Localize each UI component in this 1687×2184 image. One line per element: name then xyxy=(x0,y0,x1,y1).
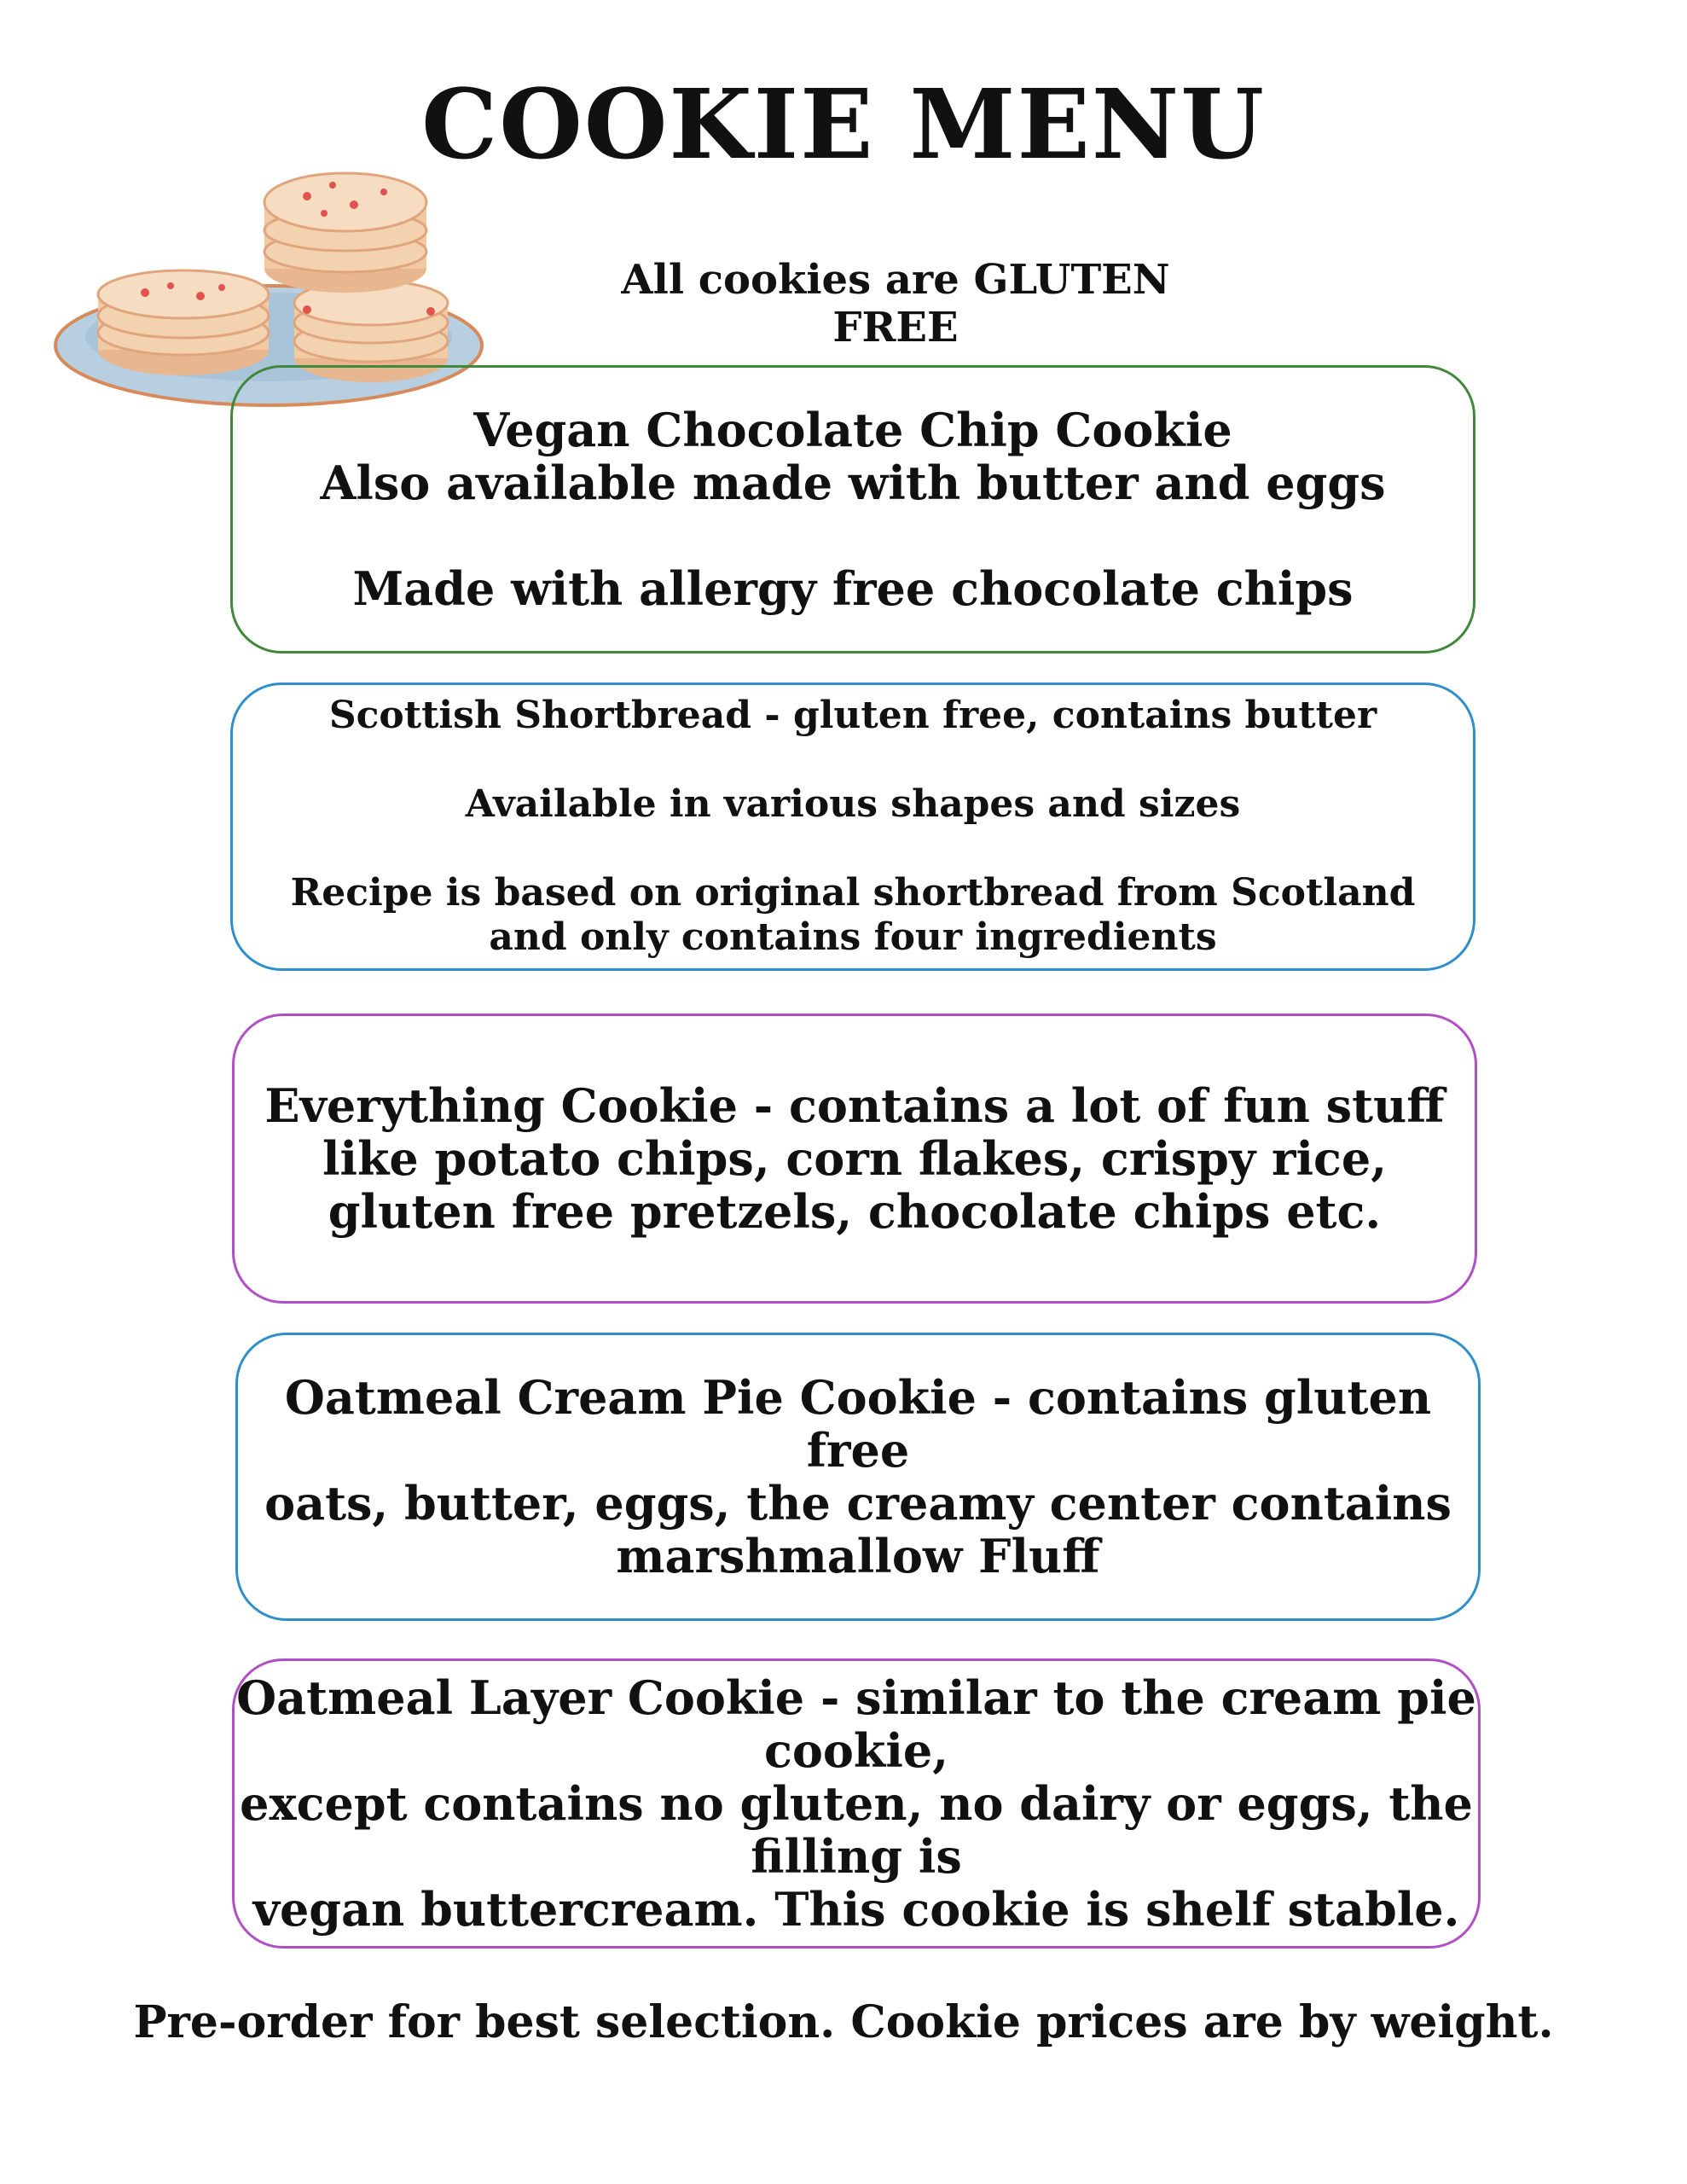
menu-item-everything-cookie xyxy=(232,1014,1477,1304)
page-title: COOKIE MENU xyxy=(421,69,1266,181)
menu-item-text: Everything Cookie - contains a lot of fun stuff like potato chips, corn flakes, crispy rice, gluten free pretzels, chocolate chips etc. xyxy=(264,1078,1445,1239)
gluten-free-note: All cookies are GLUTEN FREE xyxy=(621,256,1170,351)
menu-item-text: Vegan Chocolate Chip Cookie Also available made with butter and eggs Made with allergy free chocolate chips xyxy=(320,403,1386,616)
menu-item-scottish-shortbread xyxy=(230,682,1475,971)
menu-item-text: Oatmeal Layer Cookie - similar to the cream pie cookie, except contains no gluten, no dairy or eggs, the filling is vegan buttercream. This cookie is shelf stable. xyxy=(236,1670,1476,1937)
footer-note: Pre-order for best selection. Cookie prices are by weight. xyxy=(133,1996,1554,2048)
menu-item-text: Scottish Shortbread - gluten free, contains butter Available in various shapes and sizes Recipe is based on original shortbread from Scotland and only contains four ingredients xyxy=(290,694,1416,959)
menu-item-vegan-chocolate-chip xyxy=(230,365,1475,653)
menu-item-oatmeal-layer xyxy=(232,1658,1481,1949)
menu-item-text: Oatmeal Cream Pie Cookie - contains gluten free oats, butter, eggs, the creamy center contains marshmallow Fluff xyxy=(264,1370,1452,1583)
menu-item-oatmeal-cream-pie xyxy=(235,1333,1481,1621)
